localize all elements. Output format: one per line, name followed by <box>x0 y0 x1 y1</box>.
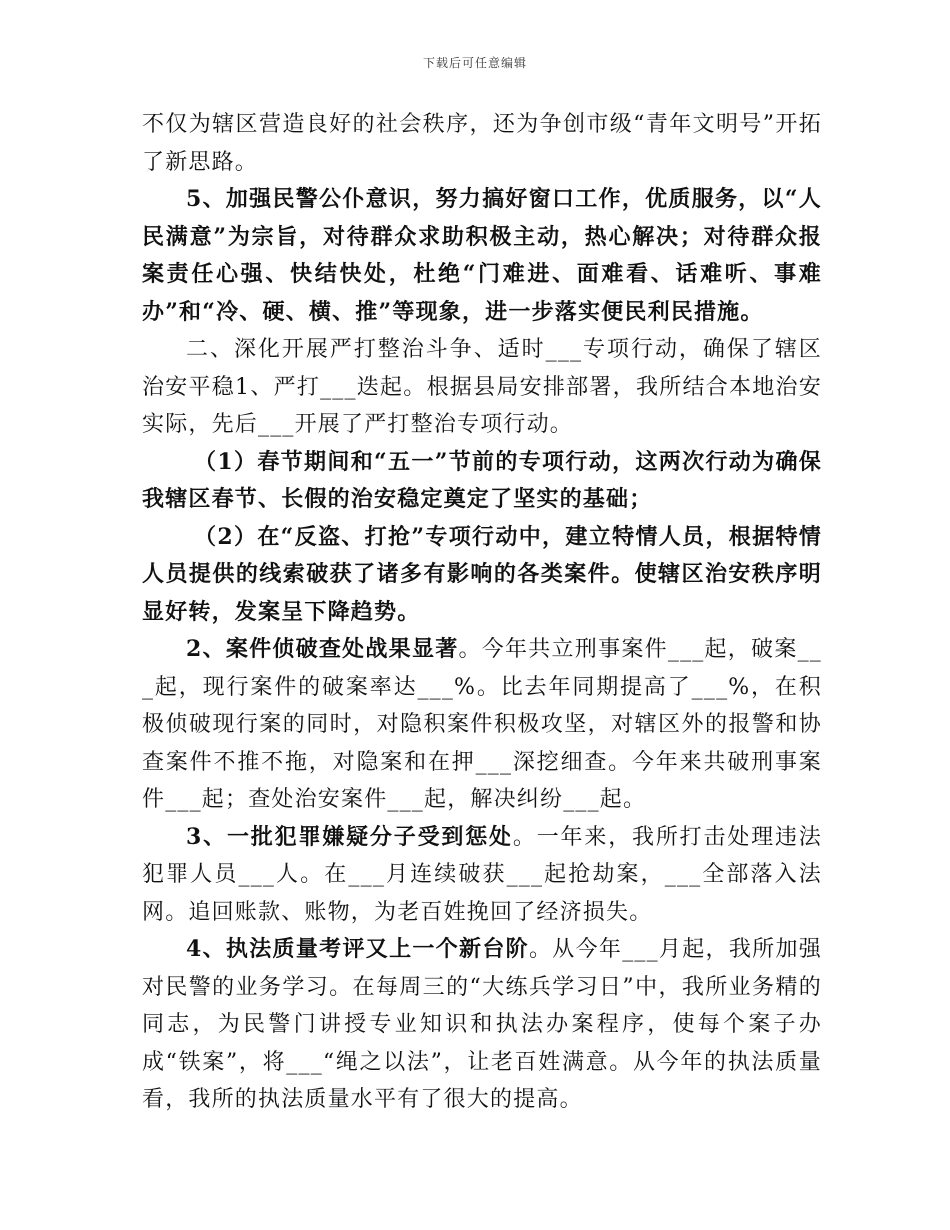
paragraph-section-2 <box>142 331 822 444</box>
paragraph-sub-2 <box>142 519 822 632</box>
paragraph-text: 二、深化开展严打整治斗争、适时___专项行动，确保了辖区治安平稳1、严打___迭起。根据县局安排部署，我所结合本地治安实际，先后___开展了严打整治专项行动。 <box>142 337 822 437</box>
paragraph-continuation <box>142 106 822 181</box>
paragraph-item-4 <box>142 931 822 1119</box>
paragraph-text: 5、加强民警公仆意识，努力搞好窗口工作，优质服务，以“人民满意”为宗旨，对待群众求助积极主动，热心解决；对待群众报案责任心强、快结快处，杜绝“门难进、面难看、话难听、事难办”和“冷、硬、横、推”等现象，进一步落实便民利民措施。 <box>142 186 822 325</box>
paragraph-lead: 2、案件侦破查处战果显著 <box>186 636 459 662</box>
paragraph-text: 。一年来，我所打击处理违法犯罪人员___人。在___月连续破获___起抢劫案，___全部落入法网。追回账款、账物，为老百姓挽回了经济损失。 <box>142 824 823 925</box>
paragraph-text: （2）在“反盗、打抢”专项行动中，建立特情人员，根据特情人员提供的线索破获了诸多有影响的各类案件。使辖区治安秩序明显好转，发案呈下降趋势。 <box>142 523 822 625</box>
paragraph-text: 。从今年___月起，我所加强对民警的业务学习。在每周三的“大练兵学习日”中，我所业务精的同志，为民警门讲授专业知识和执法办案程序，使每个案子办成“铁案”，将___“绳之以法”，让老百姓满意。从今年的执法质量看，我所的执法质量水平有了很大的提高。 <box>142 937 822 1112</box>
paragraph-text: 。今年共立刑事案件___起，破案___起，现行案件的破案率达___%。比去年同期提高了___%，在积极侦破现行案的同时，对隐积案件积极攻坚，对辖区外的报警和协查案件不推不拖，对隐案和在押___深挖细查。今年来共破刑事案件___起；查处治安案件___起，解决纠纷___起。 <box>142 637 822 812</box>
paragraph-item-3 <box>142 819 822 932</box>
paragraph-item-2 <box>142 631 822 819</box>
paragraph-lead: 3、一批犯罪嫌疑分子受到惩处 <box>186 823 513 850</box>
document-body <box>142 106 822 1119</box>
paragraph-item-5 <box>142 181 822 331</box>
page-header: 下载后可任意编辑 <box>422 56 527 70</box>
paragraph-text: 不仅为辖区营造良好的社会秩序，还为争创市级“青年文明号”开拓了新思路。 <box>142 112 822 175</box>
paragraph-lead: 4、执法质量考评又上一个新台阶 <box>186 936 529 962</box>
paragraph-text: （1）春节期间和“五一”节前的专项行动，这两次行动为确保我辖区春节、长假的治安稳定奠定了坚实的基础； <box>142 448 822 512</box>
paragraph-sub-1 <box>142 444 822 519</box>
